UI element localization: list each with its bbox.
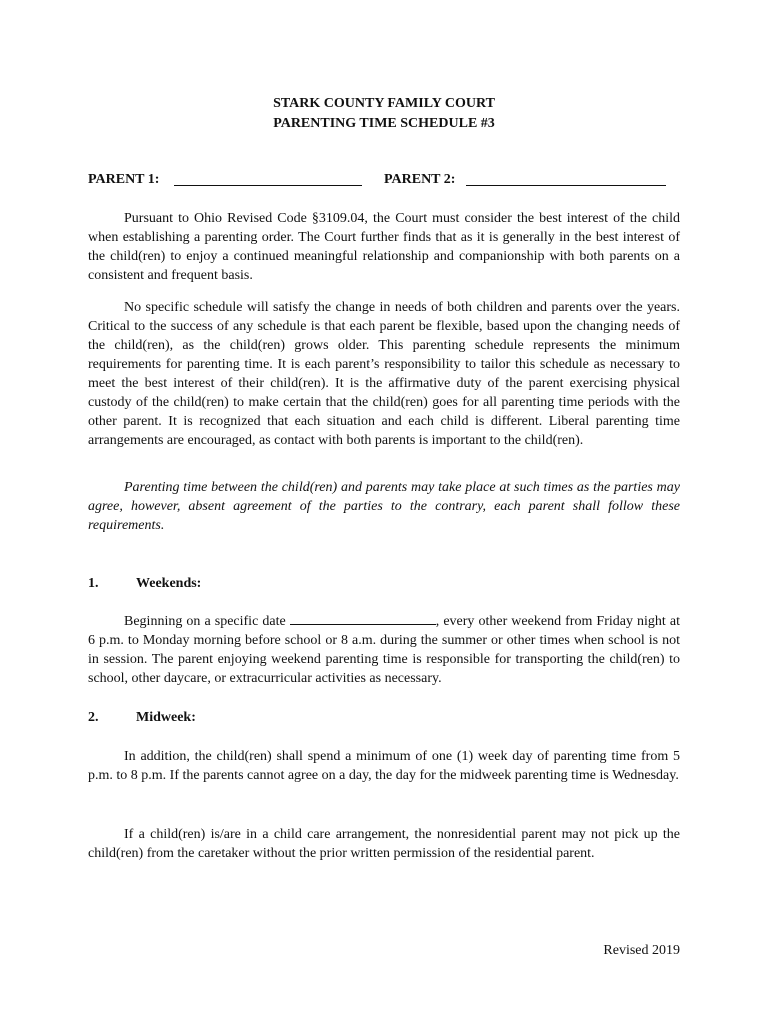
section-midweek-number: 2. bbox=[88, 710, 99, 725]
weekends-text-rest: , every other weekend from Friday night at 6 p.m. to Monday morning before school or 8 a.m. during the summer or other times when school is not in session. The parent enjoying weekend parenting time is responsible for transporting the child(ren) to school, other daycare, or extracurricular activities as necessary. bbox=[88, 614, 680, 686]
section-midweek-title: Midweek: bbox=[136, 710, 196, 725]
parent2-label: PARENT 2: bbox=[384, 172, 456, 187]
weekends-text-start: Beginning on a specific date bbox=[124, 614, 286, 629]
parent1-label: PARENT 1: bbox=[88, 172, 160, 187]
weekends-date-blank bbox=[290, 612, 436, 625]
weekends-paragraph bbox=[88, 612, 680, 688]
section-weekends-number: 1. bbox=[88, 576, 99, 591]
section-midweek-heading bbox=[88, 708, 680, 728]
child-care-paragraph: If a child(ren) is/are in a child care arrangement, the nonresidential parent may not pick up the child(ren) from the caretaker without the prior written permission of the residential parent. bbox=[88, 827, 680, 861]
parent1-blank bbox=[174, 185, 362, 186]
document-header bbox=[88, 94, 680, 134]
parent2-blank bbox=[466, 185, 666, 186]
section-weekends-title: Weekends: bbox=[136, 576, 202, 591]
schedule-flexibility-paragraph: No specific schedule will satisfy the change in needs of both children and parents over the years. Critical to the success of any schedule is that each parent be flexible, based upon the changing needs of the child(ren), as the child(ren) grows older. This parenting schedule represents the minimum requirements for parenting time. It is each parent’s responsibility to tailor this schedule as necessary to meet the best interest of their child(ren). It is the affirmative duty of the parent exercising physical custody of the child(ren) to make certain that the child(ren) goes for all parenting time periods with the other parent. It is recognized that each situation and each child is different. Liberal parenting time arrangements are encouraged, as contact with both parents is important to the child(ren). bbox=[88, 300, 680, 448]
schedule-title: PARENTING TIME SCHEDULE #3 bbox=[273, 116, 495, 131]
document-page bbox=[88, 0, 680, 1024]
section-weekends-heading bbox=[88, 574, 680, 594]
revised-footer: Revised 2019 bbox=[603, 943, 680, 958]
intro-paragraph: Pursuant to Ohio Revised Code §3109.04, the Court must consider the best interest of the child when establishing a parenting order. The Court further finds that as it is generally in the best interest of the child(ren) to enjoy a continued meaningful relationship and companionship with both parents on a consistent and frequent basis. bbox=[88, 211, 680, 283]
court-name: STARK COUNTY FAMILY COURT bbox=[273, 96, 495, 111]
midweek-paragraph: In addition, the child(ren) shall spend a minimum of one (1) week day of parenting time from 5 p.m. to 8 p.m. If the parents cannot agree on a day, the day for the midweek parenting time is Wednesday. bbox=[88, 749, 680, 783]
agreement-paragraph: Parenting time between the child(ren) and parents may take place at such times as the parties may agree, however, absent agreement of the parties to the contrary, each parent shall follow these requirements. bbox=[88, 480, 680, 533]
